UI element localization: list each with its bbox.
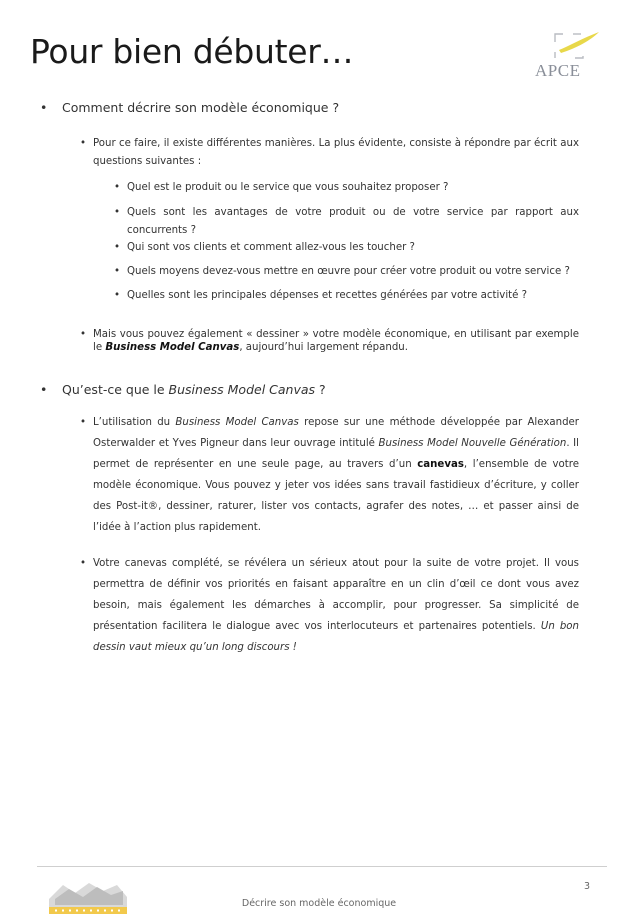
bullet-icon: •	[80, 417, 87, 428]
bullet-icon: •	[40, 100, 48, 115]
question-text: Quels moyens devez-vous mettre en œuvre pour créer votre produit ou votre service ?	[127, 266, 570, 277]
bullet-icon: •	[80, 138, 87, 149]
footer-decoration-icon	[45, 877, 130, 917]
apce-logo	[525, 28, 611, 84]
paragraph	[80, 135, 579, 171]
paragraph-text: , l’ensemble de votre modèle économique. Vous pouvez y jeter vos idées sans travail fastidieux d’écriture, y coller des Post-it®, dessiner, raturer, lister vos contacts, agrafer des notes, … et passer ainsi de l’idée à l’action plus rapidement.	[93, 459, 579, 533]
canevas-emphasis: canevas	[417, 459, 464, 470]
question-item	[114, 179, 579, 197]
logo-text: APCE	[535, 61, 581, 80]
paragraph-text: , aujourd’hui largement répandu.	[239, 341, 408, 353]
question-text: Quelles sont les principales dépenses et recettes générées par votre activité ?	[127, 290, 528, 301]
section-heading-text: Comment décrire son modèle économique ?	[62, 100, 340, 115]
question-item	[114, 204, 579, 240]
paragraph-text: L’utilisation du	[93, 417, 176, 428]
paragraph-text: Mais vous pouvez également « dessiner » votre modèle économique, en utilisant par exemple le	[93, 329, 579, 353]
closing-quote: Un bon dessin vaut mieux qu’un long discours !	[93, 621, 579, 653]
bullet-icon: •	[40, 382, 48, 397]
paragraph	[80, 412, 580, 538]
paragraph-text: . Il permet de représenter en une seule page, au travers d’un	[93, 438, 580, 470]
question-item	[114, 239, 579, 257]
paragraph	[80, 329, 579, 354]
paragraph-text: repose sur une méthode développée par Alexander Osterwalder et Yves Pigneur dans leur ouvrage intitulé	[93, 417, 579, 449]
bullet-icon: •	[114, 290, 121, 301]
bullet-icon: •	[80, 558, 87, 569]
page-title: Pour bien débuter…	[30, 32, 354, 71]
bullet-icon: •	[80, 329, 87, 340]
paragraph-text: Votre canevas complété, se révélera un sérieux atout pour la suite de votre projet. Il vous permettra de définir vos priorités en faisant apparaître en un clin d’œil ce dont vous avez besoin, mais également les démarches à accomplir, pour progresser. Sa simplicité de présentation facilitera le dialogue avec vos interlocuteurs et partenaires potentiels.	[93, 558, 579, 632]
section-heading-text: Qu’est-ce que le Business Model Canvas ?	[62, 382, 326, 397]
bullet-icon: •	[114, 266, 121, 277]
question-item	[114, 287, 579, 305]
page-number: 3	[584, 881, 591, 892]
footer-title: Décrire son modèle économique	[241, 898, 397, 909]
paragraph	[80, 553, 579, 658]
book-title: Business Model Nouvelle Génération	[378, 438, 567, 449]
bullet-icon: •	[114, 207, 121, 218]
bullet-icon: •	[114, 242, 121, 253]
question-text: Quels sont les avantages de votre produit ou de votre service par rapport aux concurrents ?	[127, 207, 579, 236]
footer-divider	[37, 866, 607, 867]
question-text: Qui sont vos clients et comment allez-vous les toucher ?	[127, 242, 415, 253]
question-item	[114, 263, 587, 281]
business-model-canvas-emphasis: Business Model Canvas	[105, 341, 240, 353]
italic-term: Business Model Canvas	[175, 417, 299, 428]
paragraph-text: Pour ce faire, il existe différentes manières. La plus évidente, consiste à répondre par écrit aux questions suivantes :	[93, 138, 579, 167]
question-text: Quel est le produit ou le service que vous souhaitez proposer ?	[127, 182, 449, 193]
bullet-icon: •	[114, 182, 121, 193]
